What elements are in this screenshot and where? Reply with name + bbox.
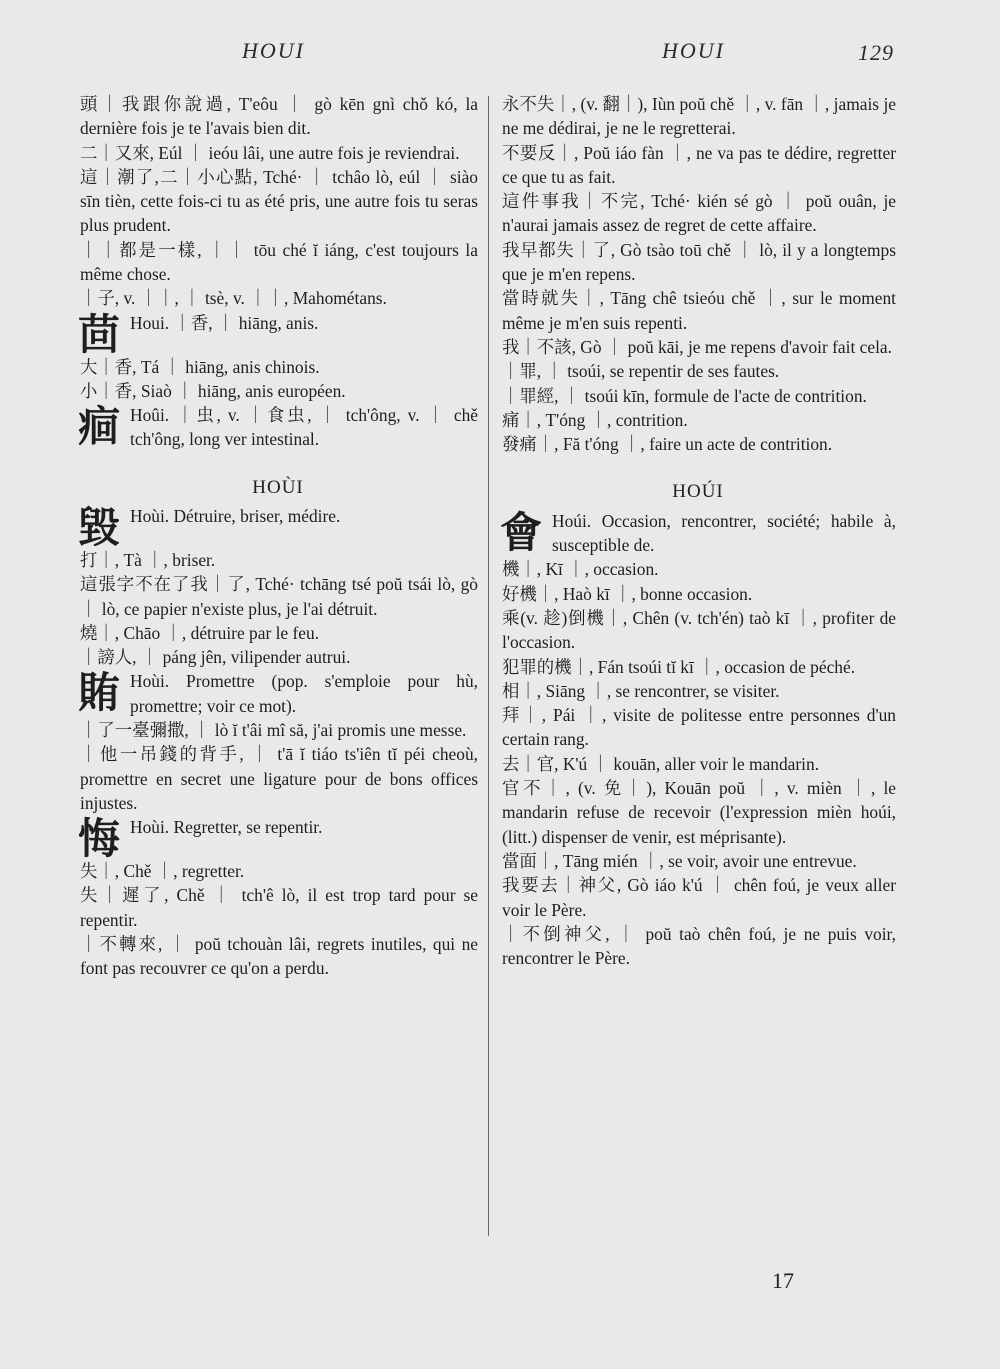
entry-line	[78, 165, 478, 238]
entry-text: 機｜, Kī ｜, occasion.	[502, 559, 659, 580]
entry-line	[500, 873, 896, 922]
entry-text: Hoùi. Regretter, se repentir.	[130, 817, 323, 838]
running-head-left: HOUI	[242, 38, 305, 63]
entry-line	[500, 92, 896, 141]
entry-text: 小｜香, Siaò ｜ hiāng, anis européen.	[80, 380, 346, 401]
entry-text: Hoùi. Promettre (pop. s'emploie pour hù, promettre; voir ce mot).	[130, 671, 478, 716]
entry-line	[500, 557, 896, 581]
signature-mark: 17	[772, 1268, 794, 1293]
entry-text: ｜子, v. ｜｜, ｜ tsè, v. ｜｜, Mahométans.	[80, 288, 387, 309]
entry-line	[500, 141, 896, 190]
entry-line	[500, 582, 896, 606]
entry-line	[78, 355, 478, 379]
entry-line	[78, 883, 478, 932]
entry-text: 燒｜, Chāo ｜, détruire par le feu.	[80, 622, 320, 643]
entry-text: 我早都失｜了, Gò tsào toū chě ｜ lò, il y a longtemps que je m'en repens.	[502, 239, 896, 285]
headword-character: 悔	[78, 814, 121, 864]
entry-line	[500, 849, 896, 873]
entry-text: 大｜香, Tá ｜ hiāng, anis chinois.	[80, 356, 320, 377]
left-column	[78, 92, 478, 981]
entry-line	[78, 742, 478, 815]
entry-text: 當面｜, Tāng mién ｜, se voir, avoir une entrevue.	[502, 850, 857, 871]
entry-text: 頭｜我跟你說過, T'eôu ｜ gò kēn gnì chǒ kó, la dernière fois je te l'avais bien dit.	[80, 94, 478, 139]
entry-text: 發痛｜, Fă t'óng ｜, faire un acte de contrition.	[502, 434, 833, 455]
page-header	[0, 38, 1000, 68]
entry-text: ｜罪經, ｜ tsoúi kīn, formule de l'acte de contrition.	[502, 385, 867, 406]
headword-character: 賄	[78, 668, 121, 718]
entry-text: ｜謗人, ｜ páng jên, vilipender autrui.	[80, 647, 351, 668]
entry-text: ｜罪, ｜ tsoúi, se repentir de ses fautes.	[502, 361, 780, 382]
headword-character: 毀	[78, 503, 121, 553]
dictionary-entry	[78, 669, 478, 718]
dictionary-entry	[500, 509, 896, 558]
entry-line	[500, 703, 896, 752]
entry-line	[500, 752, 896, 776]
entry-text: Hoûi. ｜虫, v. ｜食虫, ｜ tch'ông, v. ｜ chě tch'ông, long ver intestinal.	[130, 405, 478, 450]
entry-line	[78, 548, 478, 572]
entry-line	[500, 922, 896, 971]
entry-line	[500, 606, 896, 655]
entry-text: 去｜官, K'ú ｜ kouān, aller voir le mandarin.	[502, 753, 820, 774]
entry-text: 打｜, Tà ｜, briser.	[80, 549, 216, 570]
section-heading: HOÚI	[672, 481, 724, 503]
dictionary-entry	[78, 403, 478, 452]
entry-line	[78, 645, 478, 669]
entry-text: 失｜遲了, Chě ｜ tch'ê lò, il est trop tard pour se repentir.	[80, 885, 478, 930]
entry-text: 乘(v. 趁)倒機｜, Chên (v. tch'én) taò kī ｜, profiter de l'occasion.	[502, 607, 896, 653]
entry-line	[500, 189, 896, 238]
entry-text: 官不｜, (v. 免｜), Kouān poŭ ｜, v. mièn ｜, le mandarin refuse de recevoir (l'expression mièn hoúi, (litt.) dispenser de venir, est méprisante).	[502, 778, 896, 847]
dictionary-entry	[78, 503, 478, 553]
entry-text: Houi. ｜香, ｜ hiāng, anis.	[130, 312, 319, 333]
entry-text: ｜不倒神父, ｜ poŭ taò chên foú, je ne puis voir, rencontrer le Père.	[502, 923, 896, 969]
section-heading: HOÙI	[252, 476, 304, 498]
entry-text: 我｜不該, Gò ｜ poŭ kāi, je me repens d'avoir fait cela.	[502, 336, 892, 357]
headword-character: 茴	[78, 309, 121, 359]
entry-text: 不要反｜, Poŭ iáo fàn ｜, ne va pas te dédire, regretter ce que tu as fait.	[502, 142, 896, 187]
entry-text: 這張字不在了我｜了, Tché· tchāng tsé poŭ tsái lò, gò ｜ lò, ce papier n'existe plus, je l'ai détruit.	[80, 574, 478, 619]
entry-line	[78, 92, 478, 141]
entry-line	[500, 384, 896, 408]
entry-text: Hoúi. Occasion, rencontrer, société; habile à, susceptible de.	[552, 510, 896, 556]
entry-line	[500, 238, 896, 287]
entry-line	[78, 621, 478, 645]
entry-text: 這｜潮了,二｜小心點, Tché· ｜ tchâo lò, eúl ｜ siào sīn tièn, cette fois-ci tu as été pris, une autre fois tu seras plus prudent.	[80, 166, 478, 236]
running-head-right: HOUI	[662, 38, 725, 63]
entry-line	[500, 359, 896, 383]
entry-line	[500, 335, 896, 359]
headword-character: 會	[500, 507, 543, 557]
entry-line	[78, 238, 478, 287]
entry-text: 痛｜, T'óng ｜, contrition.	[502, 409, 688, 430]
entry-line	[500, 655, 896, 679]
entry-text: 這件事我｜不完, Tché· kién sé gò ｜ poŭ ouân, je n'aurai jamais assez de regret de cette affaire.	[502, 191, 896, 236]
dictionary-entry	[78, 814, 478, 864]
entry-line	[500, 286, 896, 335]
entry-text: 拜｜, Pái ｜, visite de politesse entre personnes d'un certain rang.	[502, 705, 896, 750]
column-divider	[488, 96, 489, 1236]
entry-line	[500, 776, 896, 849]
entry-line	[78, 932, 478, 981]
entry-text: 犯罪的機｜, Fán tsoúi tĭ kī ｜, occasion de péché.	[502, 656, 856, 677]
entry-line	[78, 859, 478, 883]
entry-text: ｜他一吊錢的背手, ｜ t'ā ĭ tiáo ts'iên tĭ péi cheoù, promettre en secret une ligature pour de bons offices injustes.	[80, 744, 478, 813]
entry-text: 永不失｜, (v. 翻｜), Iùn poŭ chě ｜, v. fān ｜, jamais je ne me dédirai, je ne le regretterai.	[502, 94, 896, 139]
headword-character: 痐	[78, 402, 121, 452]
entry-line	[78, 286, 478, 310]
entry-text: ｜了一臺彌撒, ｜ lò ĭ t'âi mî să, j'ai promis une messe.	[80, 720, 467, 741]
entry-line	[78, 572, 478, 621]
entry-text: ｜｜都是一樣, ｜｜ tōu ché ĭ iáng, c'est toujours la même chose.	[80, 239, 478, 285]
entry-text: ｜不轉來, ｜ poŭ tchouàn lâi, regrets inutiles, qui ne font pas recouvrer ce qu'on a perdu.	[80, 933, 478, 979]
entry-line	[78, 379, 478, 403]
entry-text: 相｜, Siāng ｜, se rencontrer, se visiter.	[502, 680, 780, 701]
entry-line	[78, 718, 478, 742]
entry-line	[500, 432, 896, 456]
dictionary-entry	[78, 309, 478, 359]
entry-line	[500, 408, 896, 432]
entry-text: 當時就失｜, Tāng chê tsieóu chě ｜, sur le moment même je m'en suis repenti.	[502, 288, 896, 333]
right-column	[500, 92, 896, 970]
entry-text: 我要去｜神父, Gò iáo k'ú ｜ chên foú, je veux aller voir le Père.	[502, 875, 896, 920]
entry-line	[500, 679, 896, 703]
page-number: 129	[858, 40, 894, 65]
entry-text: 二｜又來, Eúl ｜ ieóu lâi, une autre fois je reviendrai.	[80, 142, 460, 163]
entry-text: 好機｜, Haò kī ｜, bonne occasion.	[502, 583, 753, 604]
entry-text: Hoùi. Détruire, briser, médire.	[130, 506, 341, 527]
entry-line	[78, 141, 478, 165]
entry-text: 失｜, Chě ｜, regretter.	[80, 861, 245, 882]
